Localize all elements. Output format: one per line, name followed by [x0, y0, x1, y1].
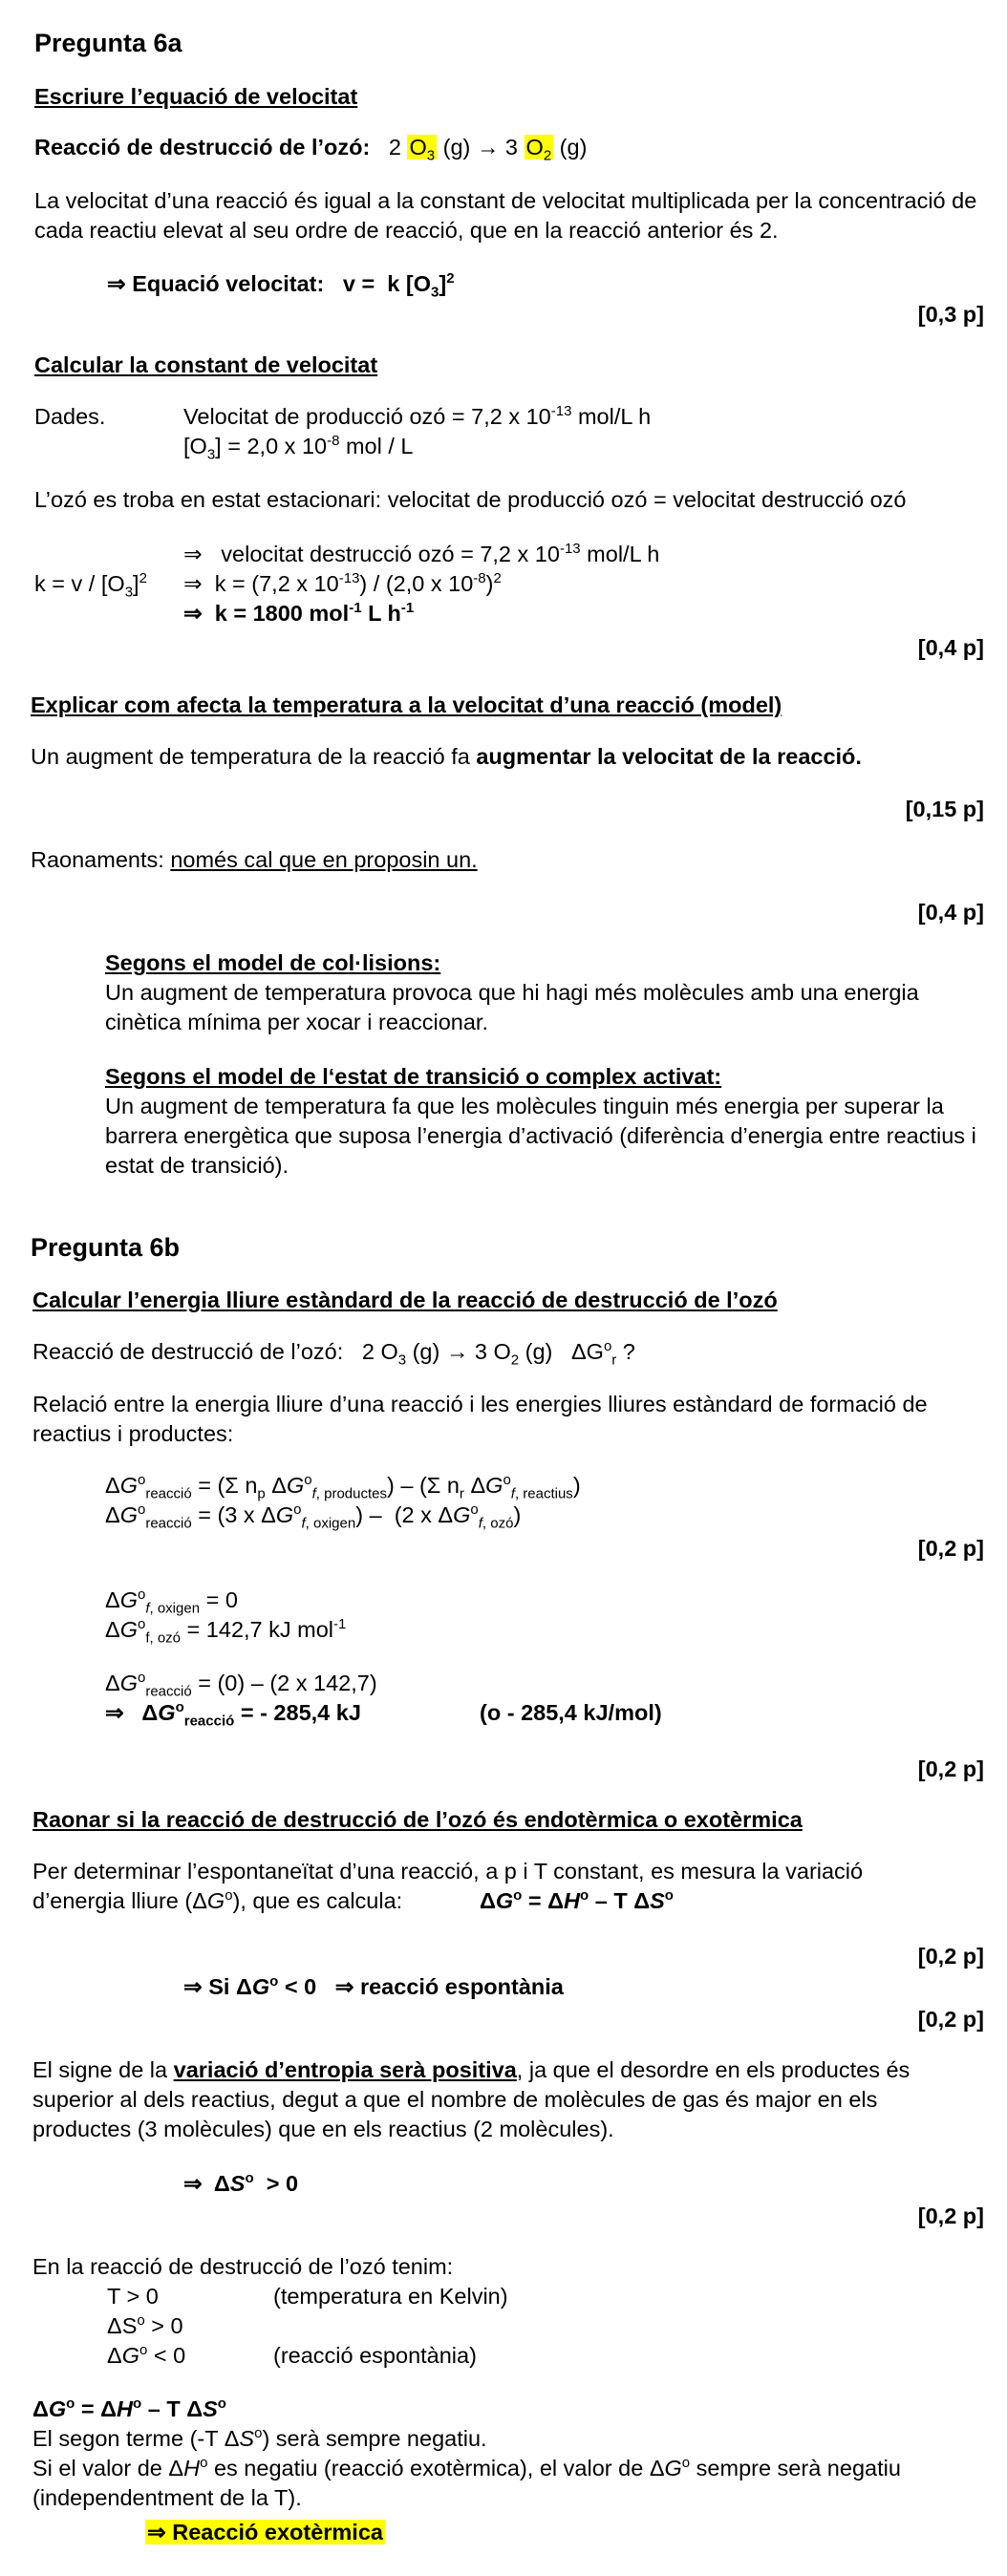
free-energy-heading: Calcular l’energia lliure estàndard de la reacció de destrucció de l’ozó — [32, 1288, 778, 1312]
q6b-title: Pregunta 6b — [31, 1233, 181, 1262]
rate-equation-label: Equació velocitat: — [132, 271, 325, 296]
free-energy-calculation — [105, 1669, 377, 1728]
destruction-rate: ⇒ velocitat destrucció ozó = 7,2 x $10^{-13}$ mol/L h — [183, 541, 660, 566]
score-badge: [0,2 p] — [917, 2203, 984, 2228]
rate-equation: ⇒ Equació velocitat: v = k $[O_3]^2$ — [107, 270, 455, 301]
final-reasoning-line2: (independentment de la T). — [32, 2485, 302, 2510]
conclusion: ⇒ Reacció exotèrmica — [147, 2520, 383, 2544]
score-badge: [0,2 p] — [917, 1944, 984, 1969]
score-badge: [0,15 p] — [905, 797, 984, 821]
temperature-effect: Un augment de temperatura de la reacció fa augmentar la velocitat de la reacció. — [31, 744, 862, 769]
k-result: ⇒ k = 1800 mol$^{-1}$ L $h^{-1}$ — [183, 600, 415, 626]
rate-law-explanation: La velocitat d’una reacció és igual a la constant de velocitat multiplicada per la concentració de cada reactiu elevat al seu ordre de reacció, que en la reacció anterior és 2. — [34, 188, 977, 243]
entropy-condition: $\Delta S^o > 0$ — [107, 2312, 183, 2338]
spontaneity-criterion: ⇒ Si $\Delta G^o < 0$ ⇒ reacció espontània — [183, 1973, 564, 1999]
spontaneity-line2: d’energia lliure $(\Delta G^o)$, que es calcula: — [32, 1887, 403, 1913]
q6a-title: Pregunta 6a — [34, 29, 182, 57]
temperature-heading: Explicar com afecta la temperatura a la velocitat d’una reacció (model) — [31, 692, 782, 717]
reaction-line-6b: Reacció de destrucció de l’ozó: 2 $O_3$ (g) → 3 $O_2$ (g) $\Delta G^o_r$ ? — [32, 1338, 635, 1369]
final-reasoning-line1: Si el valor de $\Delta H^o$ es negatiu (reacció exotèrmica), el valor de $\Delta G^o$ sempre serà negatiu — [32, 2455, 901, 2480]
score-badge: [0,2 p] — [917, 2007, 984, 2032]
reaction-line: Reacció de destrucció de l’ozó: 2 $O_3$ (g) → 3 $O_2$ (g) — [34, 135, 588, 164]
k-formula: $k = v / [O_3]^2$ — [34, 570, 147, 601]
ozone-formation: $\Delta G^o_{f, ozó} = 142,7$ kJ mol$^{-1}$ — [105, 1616, 347, 1647]
formation-values — [105, 1586, 346, 1645]
temperature-note: (temperatura en Kelvin) — [273, 2284, 508, 2309]
oxygen-formation: $\Delta G^o_{f, oxigen} = 0$ — [105, 1586, 238, 1617]
transition-state-text: Un augment de temperatura fa que les molècules tinguin més energia per superar la barrera energètica que suposa l’energia d’activació (diferència d’energia entre reactius i estat de transició). — [105, 1094, 976, 1178]
conditions-intro: En la reacció de destrucció de l’ozó tenim: — [32, 2254, 454, 2279]
free-energy-relation: Relació entre la energia lliure d’una reacció i les energies lliures estàndard de formació de reactius i productes: — [32, 1392, 928, 1446]
rate-constant-heading: Calcular la constant de velocitat — [34, 352, 378, 377]
reasoning-note: Raonaments: només cal que en proposin un. — [31, 847, 478, 872]
reaction-label: Reacció de destrucció de l’ozó — [34, 135, 363, 160]
general-formula: $\Delta G^o_{reacció} = (\Sigma$ $n_p$ $\Delta G^o_{f, productes}) - (\Sigma$ $n_r$ $\Delta G^o_{f, reactius}$) — [105, 1472, 581, 1502]
specific-formula: $\Delta G^o_{reacció} = (3$ x $\Delta G^o_{f, oxigen}) - (2$ x $\Delta G^o_{f, ozó}$) — [105, 1501, 522, 1532]
score-badge: [0,4 p] — [917, 900, 984, 925]
gibbs-equation-repeat: $\Delta G^o = \Delta H^o - T$ $\Delta S^o$ — [32, 2395, 226, 2421]
calc-line: $\Delta G^o_{reacció} = (0) - (2$ x 142,7) — [105, 1670, 377, 1700]
collision-model-heading: Segons el model de col·lisions: — [105, 950, 441, 975]
data-label: Dades. — [34, 404, 106, 429]
calc-result: ⇒ $\Delta G^o_{reacció}$ = - 285,4 kJ — [105, 1699, 361, 1730]
free-energy-formulas — [105, 1471, 581, 1530]
collision-model-text: Un augment de temperatura provoca que hi hagi més molècules amb una energia cinètica mínima per xocar i reaccionar. — [105, 980, 919, 1034]
score-badge: [0,4 p] — [917, 635, 984, 660]
conditions-list — [107, 2282, 185, 2371]
gibbs-equation: $\Delta G^o = \Delta H^o - T$ $\Delta S^o$ — [480, 1887, 674, 1913]
spontaneous-note: (reacció espontània) — [273, 2343, 477, 2368]
rate-equation-heading: Escriure l’equació de velocitat — [34, 84, 358, 109]
score-badge: [0,3 p] — [917, 302, 984, 327]
entropy-result: ⇒ $\Delta S^o > 0$ — [183, 2170, 299, 2196]
result-per-mol: (o - 285,4 kJ/mol) — [480, 1700, 662, 1725]
second-term-note: El segon terme (-T $\Delta S^o$) serà sempre negatiu. — [32, 2425, 487, 2451]
spontaneity-line1: Per determinar l’espontaneïtat d’una reacció, a p i T constant, es mesura la variació — [32, 1859, 864, 1884]
k-substitution: ⇒ k = (7,2 x $10^{-13}) / (2,0$ x $10^{-8})^2$ — [183, 570, 502, 596]
free-energy-condition: $\Delta G^o < 0$ — [107, 2342, 186, 2368]
transition-state-heading: Segons el model de l‘estat de transició o complex activat: — [105, 1064, 722, 1089]
score-badge: [0,2 p] — [917, 1536, 984, 1561]
endo-exo-heading: Raonar si la reacció de destrucció de l’ozó és endotèrmica o exotèrmica — [32, 1807, 803, 1832]
entropy-explanation: El signe de la variació d’entropia serà positiva, ja que el desordre en els productes és superior al dels reactius, degut a que el nombre de molècules de gas és major en els productes (3 molècules) que en els reactius (2 molècules). — [32, 2057, 911, 2141]
score-badge: [0,2 p] — [917, 1756, 984, 1781]
ozone-concentration: $[O_3] = 2,0$ x $10^{-8}$ mol / L — [183, 433, 414, 463]
steady-state-statement: L’ozó es troba en estat estacionari: velocitat de producció ozó = velocitat destrucció ozó — [34, 487, 907, 512]
production-rate: Velocitat de producció ozó = 7,2 x $10^{-13}$ mol/L h — [183, 403, 652, 429]
temperature-condition: T > 0 — [107, 2284, 159, 2309]
